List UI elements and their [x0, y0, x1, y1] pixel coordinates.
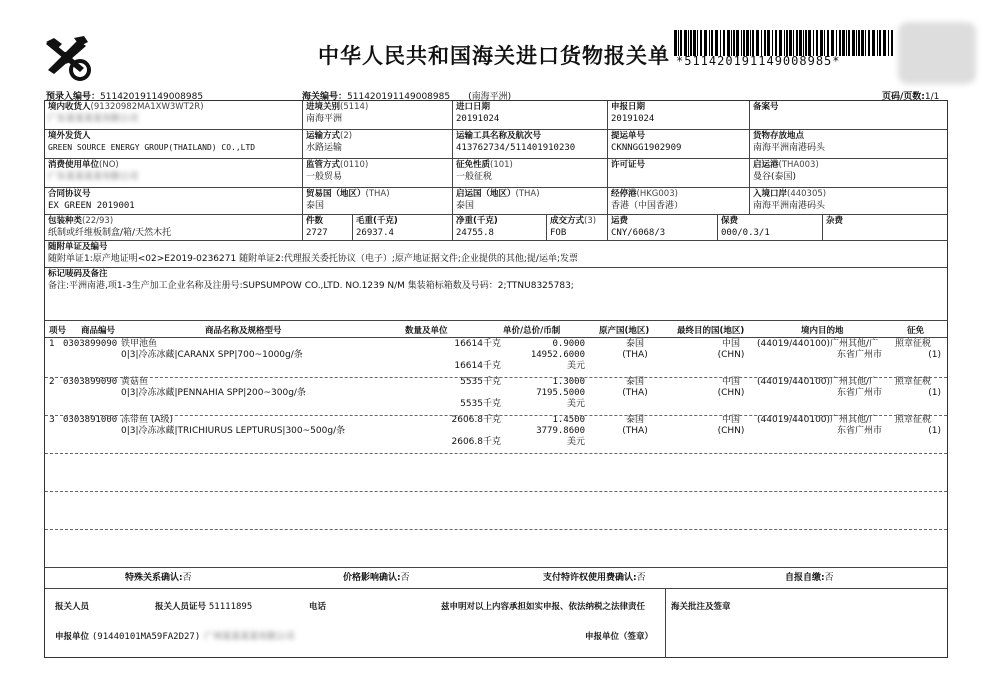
- barcode-bar: [816, 30, 818, 56]
- price-impact-confirm: 价格影响确认:否: [343, 573, 410, 583]
- customs-remark-label: 海关批注及签章: [671, 602, 731, 612]
- item-dest-code: (CHN): [717, 426, 745, 436]
- trade-terms-cell: 成交方式(3) FOB: [547, 215, 608, 241]
- declarer-label: 报关人员: [55, 602, 90, 612]
- storage-cell: 货物存放地点 南海平洲南港码头: [750, 130, 948, 159]
- barcode-bar: [697, 30, 698, 56]
- unit-sign-label: 申报单位（签章）: [585, 632, 654, 642]
- item-name: 铁甲池鱼: [121, 339, 158, 349]
- declarer-cert: 报关人员证号 51111895: [155, 602, 253, 612]
- bill-of-lading-cell: 提运单号 CKNNGG1902909: [608, 130, 750, 159]
- barcode-bar: [700, 30, 702, 56]
- marks-remarks-cell: 标记唛码及备注 备注:平洲南港,项1-3生产加工企业名称及注册号:SUPSUMPOW CO.,LTD. NO.1239 N/M 集装箱标箱数及号码：2;TTNU8325783;: [45, 268, 948, 321]
- barcode-bar: [872, 30, 875, 56]
- barcode-bar: [827, 30, 829, 56]
- item-domestic: (44019/440100)广州其他/广: [757, 339, 879, 349]
- levy-nature-cell: 征免性质(101) 一般征税: [453, 159, 608, 188]
- vessel-cell: 运输工具名称及航次号 413762734/511401910230: [453, 130, 608, 159]
- barcode-bar: [865, 30, 866, 56]
- item-spec: 0|3|冷冻冰藏|PENNAHIA SPP|200~300g/条: [121, 388, 306, 398]
- item-no: 2: [49, 377, 55, 387]
- depart-port-cell: 启运港(THA003) 曼谷(泰国): [750, 159, 948, 188]
- barcode-bar: [767, 30, 770, 56]
- item-domestic-city: 东省广州市: [837, 426, 883, 436]
- item-code: 0303899090: [63, 377, 118, 387]
- import-date-cell: 进口日期 20191024: [453, 101, 608, 130]
- barcode-bar: [743, 30, 745, 56]
- barcode-bar: [756, 30, 759, 56]
- col-qty: 数量及单位: [405, 326, 448, 336]
- item-domestic-city: 东省广州市: [837, 388, 883, 398]
- item-dest-code: (CHN): [717, 350, 745, 360]
- barcode-bar: [836, 30, 837, 56]
- barcode-bar: [704, 30, 707, 56]
- barcode-bar: [723, 30, 725, 56]
- barcode-bar: [846, 30, 847, 56]
- royalty-confirm: 支付特许权使用费确认:否: [543, 573, 646, 583]
- barcode-bar: [848, 30, 850, 56]
- item-unit-price: 1.3000: [552, 377, 585, 387]
- item-unit-price: 1.4500: [552, 415, 585, 425]
- barcode-bar: [784, 30, 785, 56]
- trade-country-cell: 贸易国（地区）(THA) 泰国: [303, 188, 453, 215]
- item-currency: 美元: [566, 399, 585, 409]
- item-levy: 照章征税: [895, 339, 932, 349]
- origin-country-cell: 启运国（地区）(THA) 泰国: [453, 188, 608, 215]
- barcode-bar: [772, 30, 773, 56]
- barcode-bar: [674, 30, 677, 56]
- item-origin: 泰国: [625, 377, 644, 387]
- declaring-unit: 申报单位 (91440101MA59FA2D27) 广州某某某某有限公司: [55, 632, 295, 642]
- item-name: 黄菇鱼: [121, 377, 149, 387]
- entry-office-cell: 进境关别(5114) 南海平洲: [303, 101, 453, 130]
- insurance-cell: 保费 000/0.3/1: [718, 215, 823, 241]
- barcode-bar: [786, 30, 788, 56]
- item-spec: 0|3|冷冻冰藏|TRICHIURUS LEPTURUS|300~500g/条: [121, 426, 346, 436]
- barcode-bar: [690, 30, 692, 56]
- barcode-bar: [752, 30, 754, 56]
- item-spec: 0|3|冷冻冰藏|CARANX SPP|700~1000g/条: [121, 350, 303, 360]
- barcode-bar: [731, 30, 732, 56]
- barcode-bar: [868, 30, 870, 56]
- item-currency: 美元: [566, 437, 585, 447]
- phone-label: 电话: [309, 602, 327, 612]
- transit-port-cell: 经停港(HKG003) 香港（中国香港）: [608, 188, 750, 215]
- item-total-price: 7195.5000: [536, 388, 585, 398]
- barcode-bar: [831, 30, 834, 56]
- item-domestic: (44019/440100)广州其他/广: [757, 377, 879, 387]
- item-no: 3: [49, 415, 55, 425]
- barcode-bar: [684, 30, 687, 56]
- barcode-image: [674, 30, 896, 56]
- barcode-bar: [789, 30, 792, 56]
- item-qty-legal: 2606.8千克: [451, 437, 501, 447]
- barcode-bar: [793, 30, 794, 56]
- barcode-bar: [813, 30, 814, 56]
- item-currency: 美元: [566, 361, 585, 371]
- item-qty: 2606.8千克: [451, 415, 501, 425]
- supervision-cell: 监管方式(0110) 一般贸易: [303, 159, 453, 188]
- item-no: 1: [49, 339, 55, 349]
- consumer-cell: 消费使用单位(NO) 广东某某某某有限公司: [45, 159, 303, 188]
- col-domestic: 境内目的地: [801, 326, 844, 336]
- barcode-bar: [808, 30, 811, 56]
- barcode-bar: [824, 30, 825, 56]
- col-name: 商品名称及规格型号: [205, 326, 282, 336]
- barcode-bar: [877, 30, 878, 56]
- customs-number: 海关编号：511420191149008985 (南海平洲): [302, 92, 512, 102]
- barcode-bar: [803, 30, 804, 56]
- license-cell: 许可证号: [608, 159, 750, 188]
- barcode-bar: [678, 30, 679, 56]
- item-origin-code: (THA): [622, 388, 648, 398]
- item-total-price: 3779.8600: [536, 426, 585, 436]
- item-levy-code: (1): [928, 350, 941, 360]
- barcode-bar: [711, 30, 713, 56]
- item-dest-code: (CHN): [717, 388, 745, 398]
- freight-cell: 运费 CNY/6068/3: [608, 215, 718, 241]
- barcode-bar: [709, 30, 710, 56]
- item-domestic: (44019/440100)广州其他/广: [757, 415, 879, 425]
- transport-cell: 运输方式(2) 水路运输: [303, 130, 453, 159]
- page-title: 中华人民共和国海关进口货物报关单: [318, 44, 670, 68]
- gross-weight-cell: 毛重(千克) 26937.4: [353, 215, 453, 241]
- item-dest: 中国: [721, 339, 740, 349]
- entry-port-cell: 入境口岸(440305) 南海平洲南港码头: [750, 188, 948, 215]
- item-total-price: 14952.6000: [530, 350, 585, 360]
- liability-statement: 兹申明对以上内容承担如实申报、依法纳税之法律责任: [441, 602, 646, 612]
- pre-entry-number: 预录入编号：511420191149008985: [46, 92, 204, 102]
- barcode-text: *511420191149008985*: [676, 54, 841, 68]
- col-origin: 原产国(地区): [599, 326, 650, 336]
- item-dest: 中国: [721, 415, 740, 425]
- barcode-bar: [888, 30, 889, 56]
- barcode-bar: [715, 30, 718, 56]
- package-type-cell: 包装种类(22/93) 纸制或纤维板制盒/箱/天然木托: [45, 215, 303, 241]
- item-unit-price: 0.9000: [552, 339, 585, 349]
- item-qty-legal: 5535千克: [460, 399, 501, 409]
- item-domestic-city: 东省广州市: [837, 350, 883, 360]
- col-dest: 最终目的国(地区): [677, 326, 745, 336]
- barcode-bar: [820, 30, 823, 56]
- customs-emblem-icon: [40, 34, 104, 84]
- barcode-bar: [891, 30, 893, 56]
- consignee-cell: 境内收货人(91320982MA1XW3WT2R) 广东某某某某有限公司: [45, 101, 303, 130]
- contract-cell: 合同协议号 EX GREEN 2019001: [45, 188, 303, 215]
- page-count: 页码/页数:1/1: [882, 92, 940, 102]
- item-levy-code: (1): [928, 388, 941, 398]
- misc-fee-cell: 杂费: [823, 215, 948, 241]
- barcode-bar: [746, 30, 749, 56]
- barcode-bar: [680, 30, 682, 56]
- barcode-bar: [852, 30, 855, 56]
- shipper-cell: 境外发货人 GREEN SOURCE ENERGY GROUP(THAILAND) CO.,LTD: [45, 130, 303, 159]
- attached-docs-cell: 随附单证及编号 随附单证1:原产地证明<02>E2019-0236271 随附单证2:代理报关委托协议（电子）;原产地证据文件;企业提供的其他;提/运单;发票: [45, 241, 948, 268]
- item-levy: 照章征税: [895, 415, 932, 425]
- item-dest: 中国: [721, 377, 740, 387]
- pieces-cell: 件数 2727: [303, 215, 353, 241]
- barcode-bar: [796, 30, 798, 56]
- self-declare-confirm: 自报自缴:否: [785, 573, 834, 583]
- declare-date-cell: 申报日期 20191024: [608, 101, 750, 130]
- barcode-bar: [775, 30, 777, 56]
- barcode-bar: [761, 30, 762, 56]
- item-code: 0303899090: [63, 339, 118, 349]
- declaration-form: [44, 100, 948, 658]
- barcode-bar: [861, 30, 864, 56]
- barcode-bar: [842, 30, 845, 56]
- barcode-bar: [879, 30, 881, 56]
- item-origin: 泰国: [625, 339, 644, 349]
- barcode-bar: [799, 30, 802, 56]
- item-code: 0303891000: [63, 415, 118, 425]
- barcode-bar: [736, 30, 739, 56]
- barcode-bar: [693, 30, 696, 56]
- barcode-bar: [856, 30, 857, 56]
- barcode-bar: [727, 30, 730, 56]
- net-weight-cell: 净重(千克) 24755.8: [453, 215, 547, 241]
- col-code: 商品编号: [81, 326, 116, 336]
- redacted-qr-code: [898, 22, 976, 84]
- barcode-bar: [764, 30, 766, 56]
- barcode-bar: [750, 30, 751, 56]
- col-levy: 征免: [907, 326, 925, 336]
- item-name: 冻带鱼 (A级): [121, 415, 174, 425]
- item-qty-legal: 16614千克: [454, 361, 501, 371]
- item-qty: 16614千克: [454, 339, 501, 349]
- col-no: 项号: [49, 326, 67, 336]
- barcode-bar: [688, 30, 689, 56]
- special-relation-confirm: 特殊关系确认:否: [125, 573, 192, 583]
- barcode-bar: [779, 30, 782, 56]
- barcode-bar: [839, 30, 841, 56]
- barcode-bar: [733, 30, 735, 56]
- item-origin: 泰国: [625, 415, 644, 425]
- item-levy-code: (1): [928, 426, 941, 436]
- barcode-bar: [883, 30, 886, 56]
- item-origin-code: (THA): [622, 350, 648, 360]
- item-origin-code: (THA): [622, 426, 648, 436]
- item-levy: 照章征税: [895, 377, 932, 387]
- record-number-cell: 备案号: [750, 101, 948, 130]
- barcode-bar: [741, 30, 742, 56]
- barcode-bar: [858, 30, 860, 56]
- col-price: 单价/总价/币制: [503, 326, 561, 336]
- barcode-bar: [720, 30, 721, 56]
- item-qty: 5535千克: [460, 377, 501, 387]
- barcode-bar: [805, 30, 807, 56]
